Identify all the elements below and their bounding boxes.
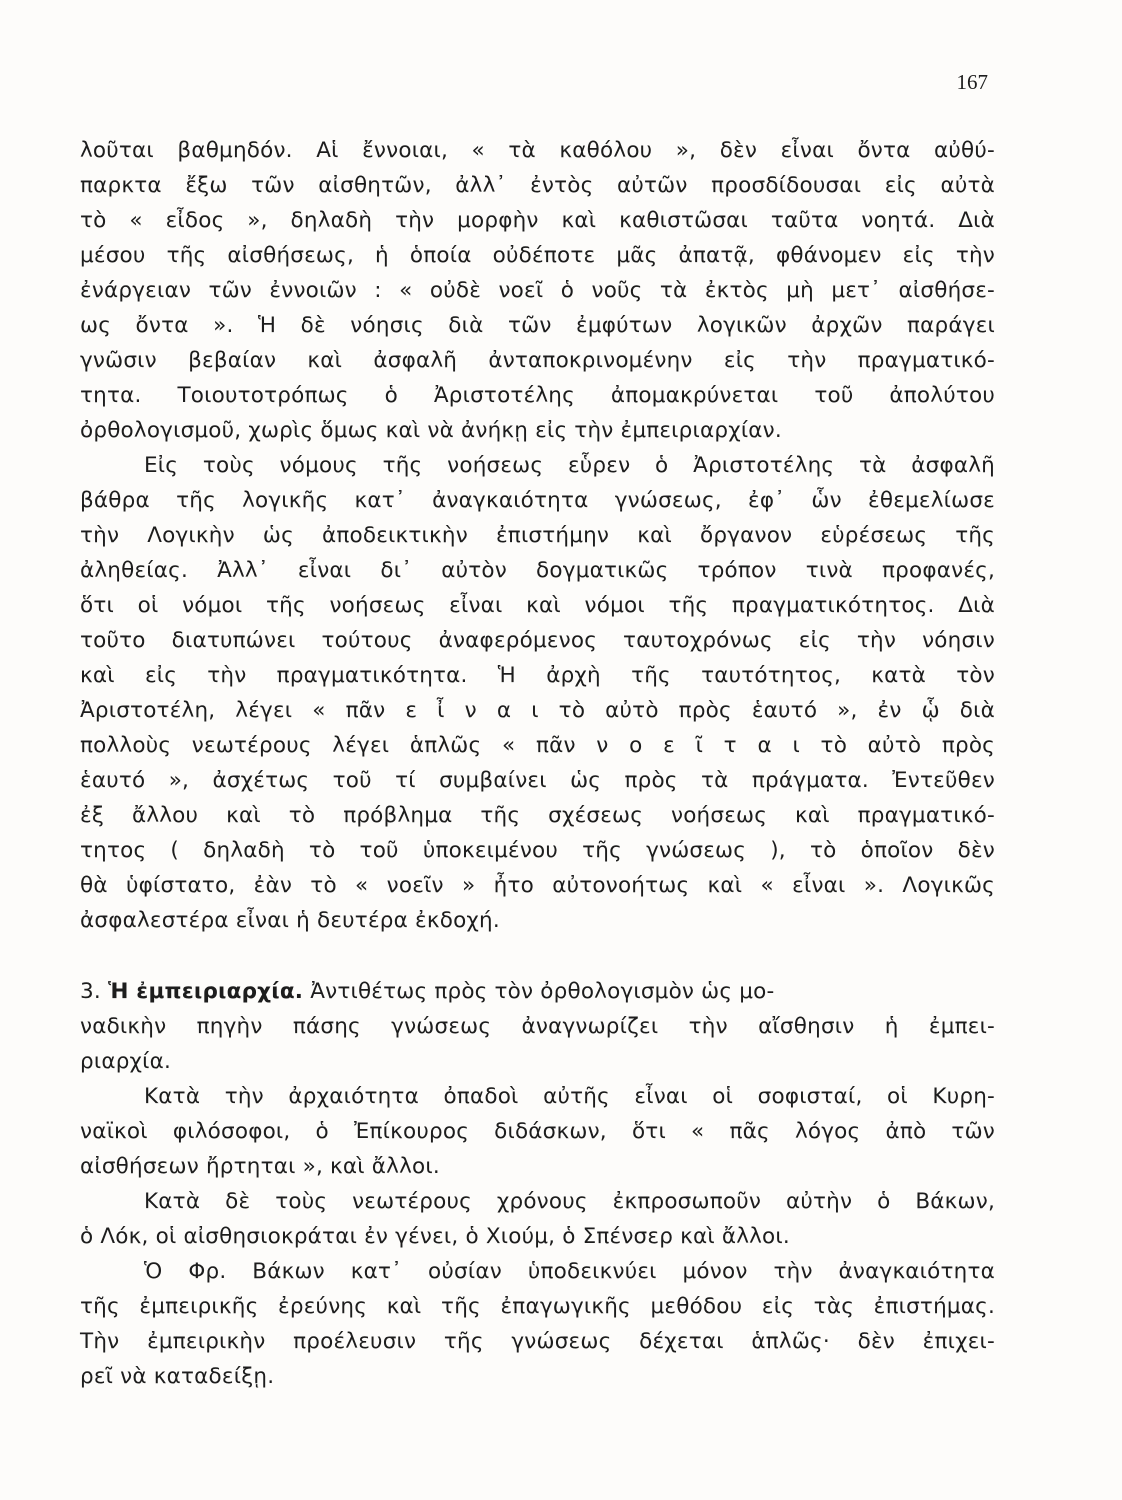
text-line: ἐξ ἄλλου καὶ τὸ πρόβλημα τῆς σχέσεως νοήσεως καὶ πραγματικό-	[80, 803, 995, 828]
page-number: 167	[956, 70, 988, 94]
text-line: τητα. Τοιουτοτρόπως ὁ Ἀριστοτέλης ἀπομακρύνεται τοῦ ἀπολύτου	[80, 383, 995, 408]
text-line: Εἰς τοὺς νόμους τῆς νοήσεως εὗρεν ὁ Ἀριστοτέλης τὰ ἀσφαλῆ	[144, 453, 995, 478]
section-heading-line	[80, 974, 995, 1009]
text-line: ἑαυτό », ἀσχέτως τοῦ τί συμβαίνει ὡς πρὸς τὰ πράγματα. Ἐντεῦθεν	[80, 768, 995, 793]
text-line: μέσου τῆς αἰσθήσεως, ἡ ὁποία οὐδέποτε μᾶς ἀπατᾷ, φθάνομεν εἰς τὴν	[80, 243, 995, 268]
text-line: ὀρθολογισμοῦ, χωρὶς ὅμως καὶ νὰ ἀνήκῃ εἰς τὴν ἐμπειριαρχίαν.	[80, 418, 782, 443]
body-text	[80, 133, 995, 1394]
text-line: θὰ ὑφίστατο, ἐὰν τὸ « νοεῖν » ἦτο αὐτονοήτως καὶ « εἶναι ». Λογικῶς	[80, 873, 995, 898]
text-line: ναδικὴν πηγὴν πάσης γνώσεως ἀναγνωρίζει τὴν αἴσθησιν ἡ ἐμπει-	[80, 1014, 995, 1039]
section-number: 3.	[80, 979, 101, 1004]
text-line: τὴν Λογικὴν ὡς ἀποδεικτικὴν ἐπιστήμην καὶ ὄργανον εὑρέσεως τῆς	[80, 523, 995, 548]
section-title: Ἡ ἐμπειριαρχία.	[107, 979, 304, 1004]
text-line: τητος ( δηλαδὴ τὸ τοῦ ὑποκειμένου τῆς γνώσεως ), τὸ ὁποῖον δὲν	[80, 838, 995, 863]
text-line: ὁ Λόκ, οἱ αἰσθησιοκράται ἐν γένει, ὁ Χιούμ, ὁ Σπένσερ καὶ ἄλλοι.	[80, 1224, 790, 1249]
text-line: ναϊκοὶ φιλόσοφοι, ὁ Ἐπίκουρος διδάσκων, ὅτι « πᾶς λόγος ἀπὸ τῶν	[80, 1119, 995, 1144]
text-line: ρεῖ νὰ καταδείξῃ.	[80, 1364, 275, 1389]
text-line: τῆς ἐμπειρικῆς ἐρεύνης καὶ τῆς ἐπαγωγικῆς μεθόδου εἰς τὰς ἐπιστήμας.	[80, 1294, 995, 1319]
text-line: λοῦται βαθμηδόν. Αἱ ἔννοιαι, « τὰ καθόλου », δὲν εἶναι ὄντα αὐθύ-	[80, 138, 995, 163]
text-line: ἀληθείας. Ἀλλ᾽ εἶναι δι᾽ αὐτὸν δογματικῶς τρόπον τινὰ προφανές,	[80, 558, 995, 583]
text-line: Τὴν ἐμπειρικὴν προέλευσιν τῆς γνώσεως δέχεται ἁπλῶς· δὲν ἐπιχει-	[80, 1329, 995, 1354]
text-line: ριαρχία.	[80, 1049, 172, 1074]
text-line: τοῦτο διατυπώνει τούτους ἀναφερόμενος ταυτοχρόνως εἰς τὴν νόησιν	[80, 628, 995, 653]
section-heading-text: Ἀντιθέτως πρὸς τὸν ὀρθολογισμὸν ὡς μο-	[310, 979, 775, 1004]
text-line: Ἀριστοτέλη, λέγει « πᾶν ε ἶ ν α ι τὸ αὐτὸ πρὸς ἑαυτό », ἐν ᾧ διὰ	[80, 698, 995, 723]
text-line: καὶ εἰς τὴν πραγματικότητα. Ἡ ἀρχὴ τῆς ταυτότητος, κατὰ τὸν	[80, 663, 995, 688]
text-line: ως ὄντα ». Ἡ δὲ νόησις διὰ τῶν ἐμφύτων λογικῶν ἀρχῶν παράγει	[80, 313, 995, 338]
text-line: Ὁ Φρ. Βάκων κατ᾽ οὐσίαν ὑποδεικνύει μόνον τὴν ἀναγκαιότητα	[144, 1259, 995, 1284]
text-line: αἰσθήσεων ἤρτηται », καὶ ἄλλοι.	[80, 1154, 440, 1179]
text-line: γνῶσιν βεβαίαν καὶ ἀσφαλῆ ἀνταποκρινομένην εἰς τὴν πραγματικό-	[80, 348, 995, 373]
text-line: τὸ « εἶδος », δηλαδὴ τὴν μορφὴν καὶ καθιστῶσαι ταῦτα νοητά. Διὰ	[80, 208, 995, 233]
text-line: πολλοὺς νεωτέρους λέγει ἁπλῶς « πᾶν ν ο ε ῖ τ α ι τὸ αὐτὸ πρὸς	[80, 733, 995, 758]
text-line: ἀσφαλεστέρα εἶναι ἡ δευτέρα ἐκδοχή.	[80, 908, 500, 933]
text-line: ἐνάργειαν τῶν ἐννοιῶν : « οὐδὲ νοεῖ ὁ νοῦς τὰ ἐκτὸς μὴ μετ᾽ αἰσθήσε-	[80, 278, 995, 303]
text-line: βάθρα τῆς λογικῆς κατ᾽ ἀναγκαιότητα γνώσεως, ἐφ᾽ ὧν ἐθεμελίωσε	[80, 488, 995, 513]
text-line: Κατὰ δὲ τοὺς νεωτέρους χρόνους ἐκπροσωποῦν αὐτὴν ὁ Βάκων,	[144, 1189, 995, 1214]
text-line: παρκτα ἔξω τῶν αἰσθητῶν, ἀλλ᾽ ἐντὸς αὐτῶν προσδίδουσαι εἰς αὐτὰ	[80, 173, 995, 198]
text-line: ὅτι οἱ νόμοι τῆς νοήσεως εἶναι καὶ νόμοι τῆς πραγματικότητος. Διὰ	[80, 593, 995, 618]
text-line: Κατὰ τὴν ἀρχαιότητα ὀπαδοὶ αὐτῆς εἶναι οἱ σοφισταί, οἱ Κυρη-	[144, 1084, 995, 1109]
